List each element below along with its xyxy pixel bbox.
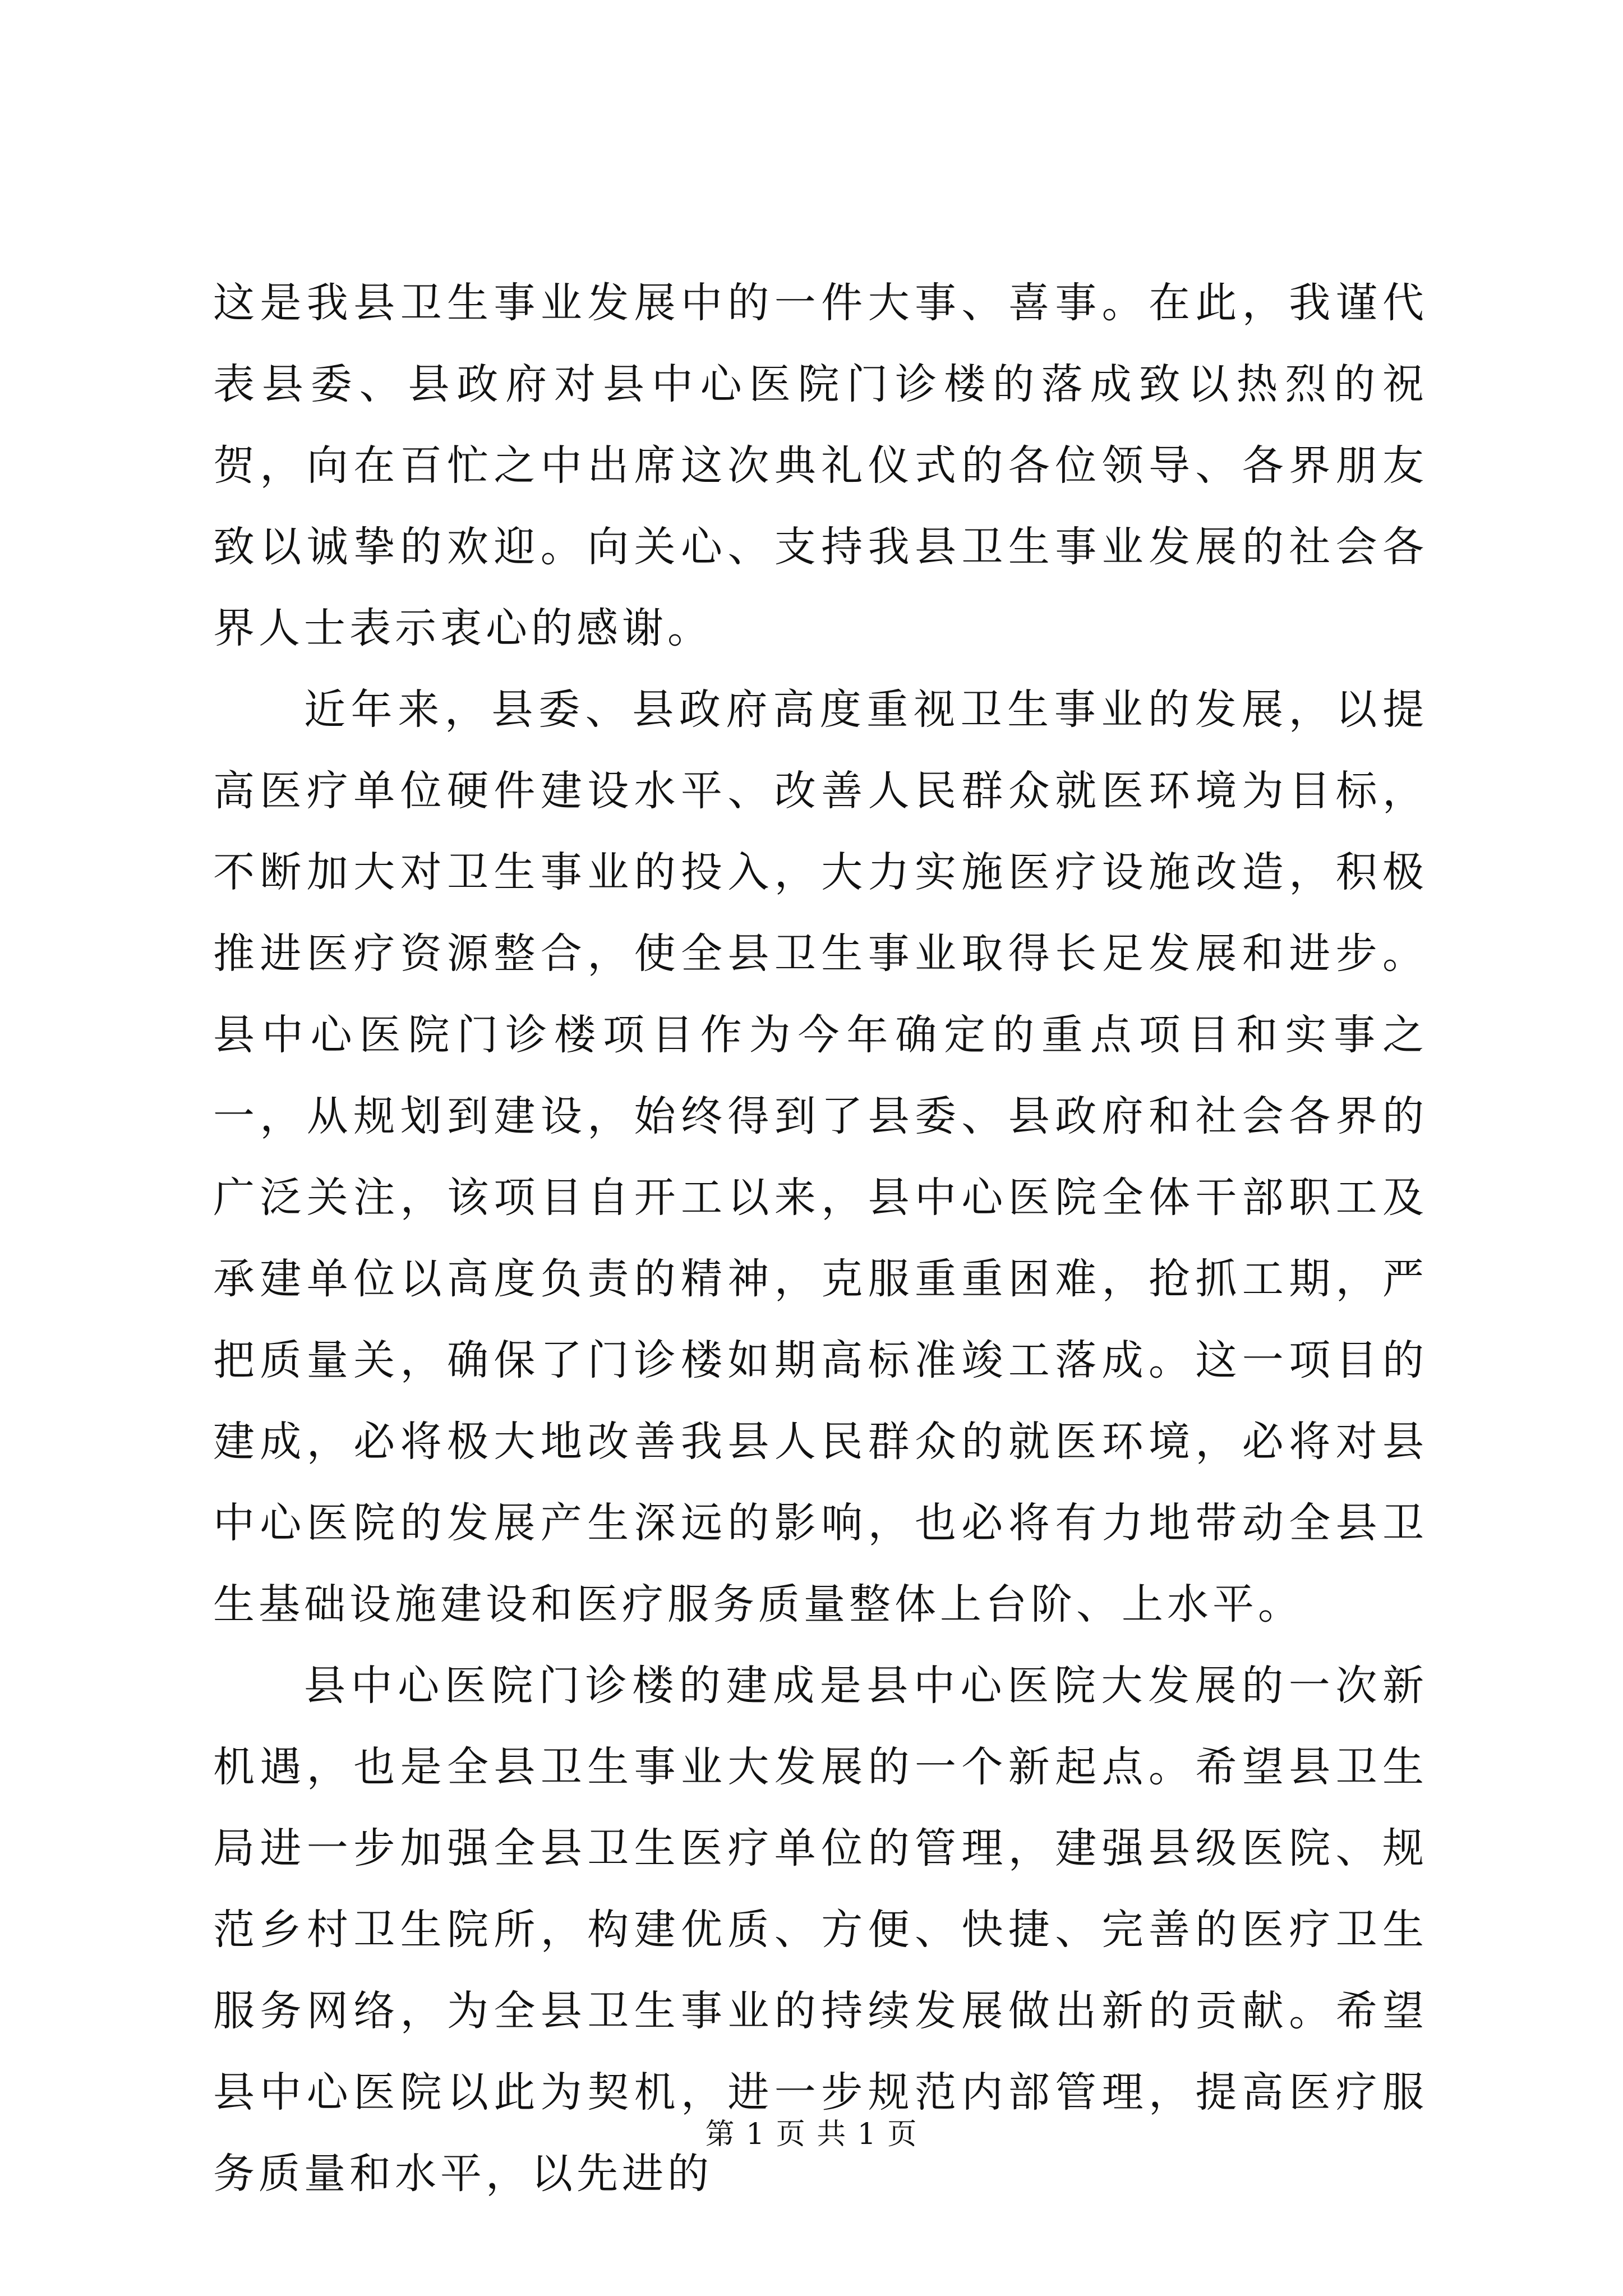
document-body [213,263,1428,2215]
page-footer: 第 1 页 共 1 页 [705,2118,918,2151]
paragraph-3: 县中心医院门诊楼的建成是县中心医院大发展的一次新机遇，也是全县卫生事业大发展的一个新起点。希望县卫生局进一步加强全县卫生医疗单位的管理，建强县级医院、规范乡村卫生院所，构建优质、方便、快捷、完善的医疗卫生服务网络，为全县卫生事业的持续发展做出新的贡献。希望县中心医院以此为契机，进一步规范内部管理，提高医疗服务质量和水平，以先进的 [213,1662,1428,2198]
paragraph-2: 近年来，县委、县政府高度重视卫生事业的发展，以提高医疗单位硬件建设水平、改善人民群众就医环境为目标，不断加大对卫生事业的投入，大力实施医疗设施改造，积极推进医疗资源整合，使全县卫生事业取得长足发展和进步。县中心医院门诊楼项目作为今年确定的重点项目和实事之一，从规划到建设，始终得到了县委、县政府和社会各界的广泛关注，该项目自开工以来，县中心医院全体干部职工及承建单位以高度负责的精神，克服重重困难，抢抓工期，严把质量关，确保了门诊楼如期高标准竣工落成。这一项目的建成，必将极大地改善我县人民群众的就医环境，必将对县中心医院的发展产生深远的影响，也必将有力地带动全县卫生基础设施建设和医疗服务质量整体上台阶、上水平。 [213,685,1428,1628]
paragraph-1: 这是我县卫生事业发展中的一件大事、喜事。在此，我谨代表县委、县政府对县中心医院门诊楼的落成致以热烈的祝贺，向在百忙之中出席这次典礼仪式的各位领导、各界朋友致以诚挚的欢迎。向关心、支持我县卫生事业发展的社会各界人士表示衷心的感谢。 [213,279,1428,652]
